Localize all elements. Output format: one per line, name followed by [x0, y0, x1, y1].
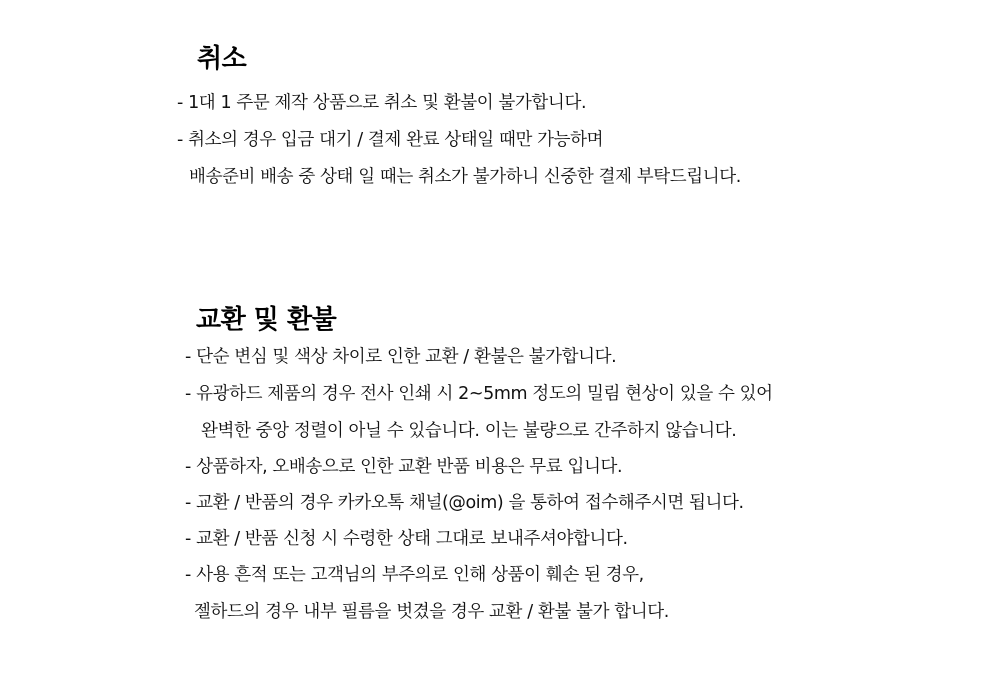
- exchange-policy-line: - 단순 변심 및 색상 차이로 인한 교환 / 환불은 불가합니다.: [185, 347, 617, 367]
- cancel-policy-line: - 1대 1 주문 제작 상품으로 취소 및 환불이 불가합니다.: [177, 93, 587, 113]
- exchange-policy-line: - 상품하자, 오배송으로 인한 교환 반품 비용은 무료 입니다.: [185, 457, 623, 477]
- cancel-policy-line: 배송준비 배송 중 상태 일 때는 취소가 불가하니 신중한 결제 부탁드립니다.: [189, 167, 741, 187]
- cancel-policy-line: - 취소의 경우 입금 대기 / 결제 완료 상태일 때만 가능하며: [177, 130, 604, 150]
- exchange-policy-line: 완벽한 중앙 정렬이 아닐 수 있습니다. 이는 불량으로 간주하지 않습니다.: [201, 421, 737, 441]
- exchange-refund-section-title: 교환 및 환불: [196, 305, 337, 335]
- exchange-policy-line: - 교환 / 반품 신청 시 수령한 상태 그대로 보내주셔야합니다.: [185, 529, 628, 549]
- cancel-section-title: 취소: [197, 44, 247, 74]
- exchange-policy-line: - 사용 흔적 또는 고객님의 부주의로 인해 상품이 훼손 된 경우,: [185, 565, 644, 585]
- exchange-policy-line: - 유광하드 제품의 경우 전사 인쇄 시 2~5mm 정도의 밀림 현상이 있을 수 있어: [185, 384, 773, 404]
- exchange-policy-line: - 교환 / 반품의 경우 카카오톡 채널(@oim) 을 통하여 접수해주시면 됩니다.: [185, 493, 744, 513]
- exchange-policy-line: 젤하드의 경우 내부 필름을 벗겼을 경우 교환 / 환불 불가 합니다.: [194, 602, 669, 622]
